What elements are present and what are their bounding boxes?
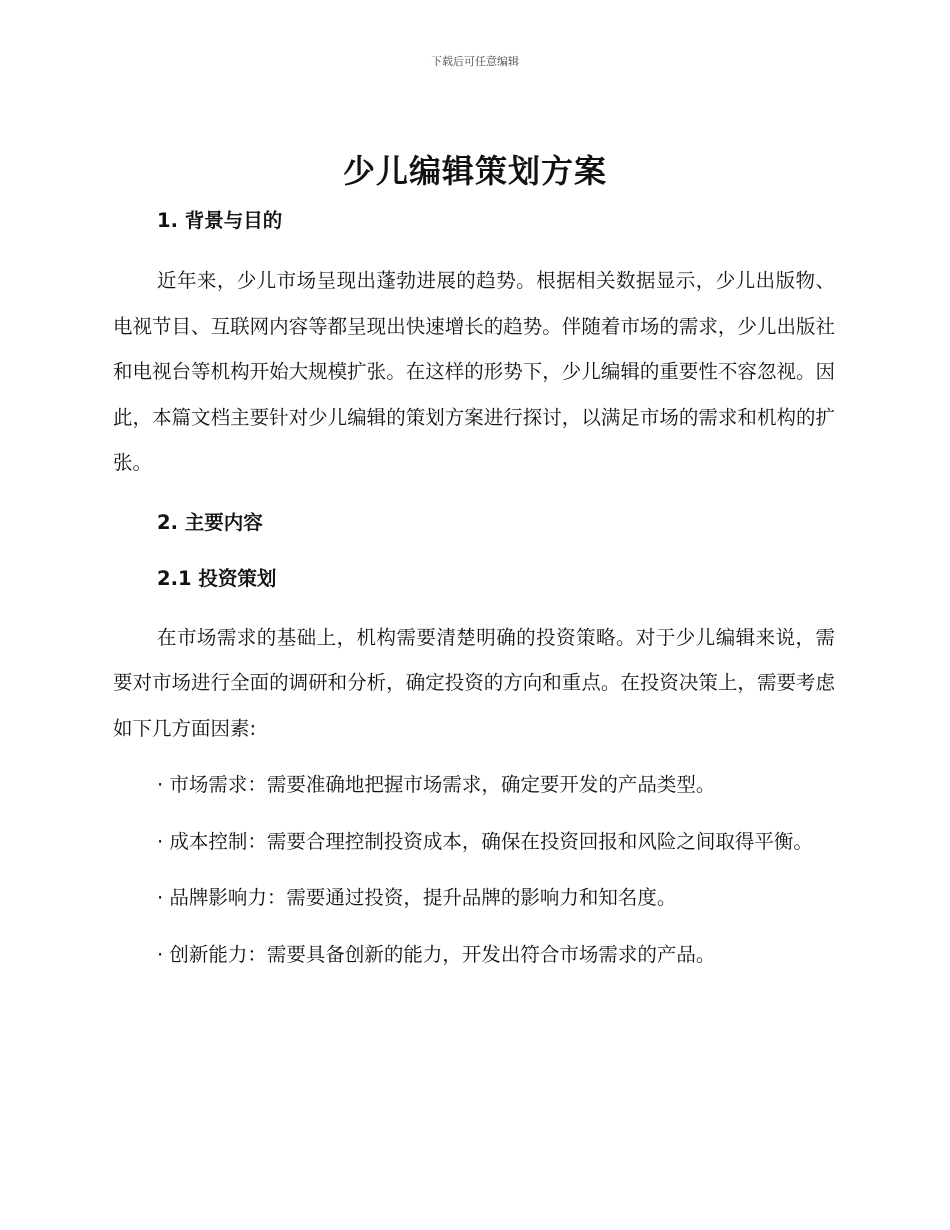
bullet-item: · 创新能力：需要具备创新的能力，开发出符合市场需求的产品。 bbox=[157, 942, 716, 966]
document-body bbox=[113, 200, 835, 977]
section-2-1-heading: 2.1 投资策划 bbox=[157, 566, 277, 590]
document-title: 少儿编辑策划方案 bbox=[342, 152, 607, 190]
section-1-heading: 1. 背景与目的 bbox=[157, 209, 283, 232]
section-1-paragraph: 近年来，少儿市场呈现出蓬勃进展的趋势。根据相关数据显示，少儿出版物、电视节目、互联网内容等都呈现出快速增长的趋势。伴随着市场的需求，少儿出版社和电视台等机构开始大规模扩张。在这样的形势下，少儿编辑的重要性不容忽视。因此，本篇文档主要针对少儿编辑的策划方案进行探讨，以满足市场的需求和机构的扩张。 bbox=[113, 269, 835, 474]
page-header-note: 下载后可任意编辑 bbox=[431, 55, 519, 68]
section-2-heading: 2. 主要内容 bbox=[157, 510, 263, 534]
section-2-1-paragraph: 在市场需求的基础上，机构需要清楚明确的投资策略。对于少儿编辑来说，需要对市场进行全面的调研和分析，确定投资的方向和重点。在投资决策上，需要考虑如下几方面因素: bbox=[113, 625, 835, 740]
bullet-item: · 品牌影响力：需要通过投资，提升品牌的影响力和知名度。 bbox=[157, 886, 677, 909]
bullet-item: · 成本控制：需要合理控制投资成本，确保在投资回报和风险之间取得平衡。 bbox=[157, 829, 813, 853]
bullet-item: · 市场需求：需要准确地把握市场需求，确定要开发的产品类型。 bbox=[157, 773, 716, 796]
